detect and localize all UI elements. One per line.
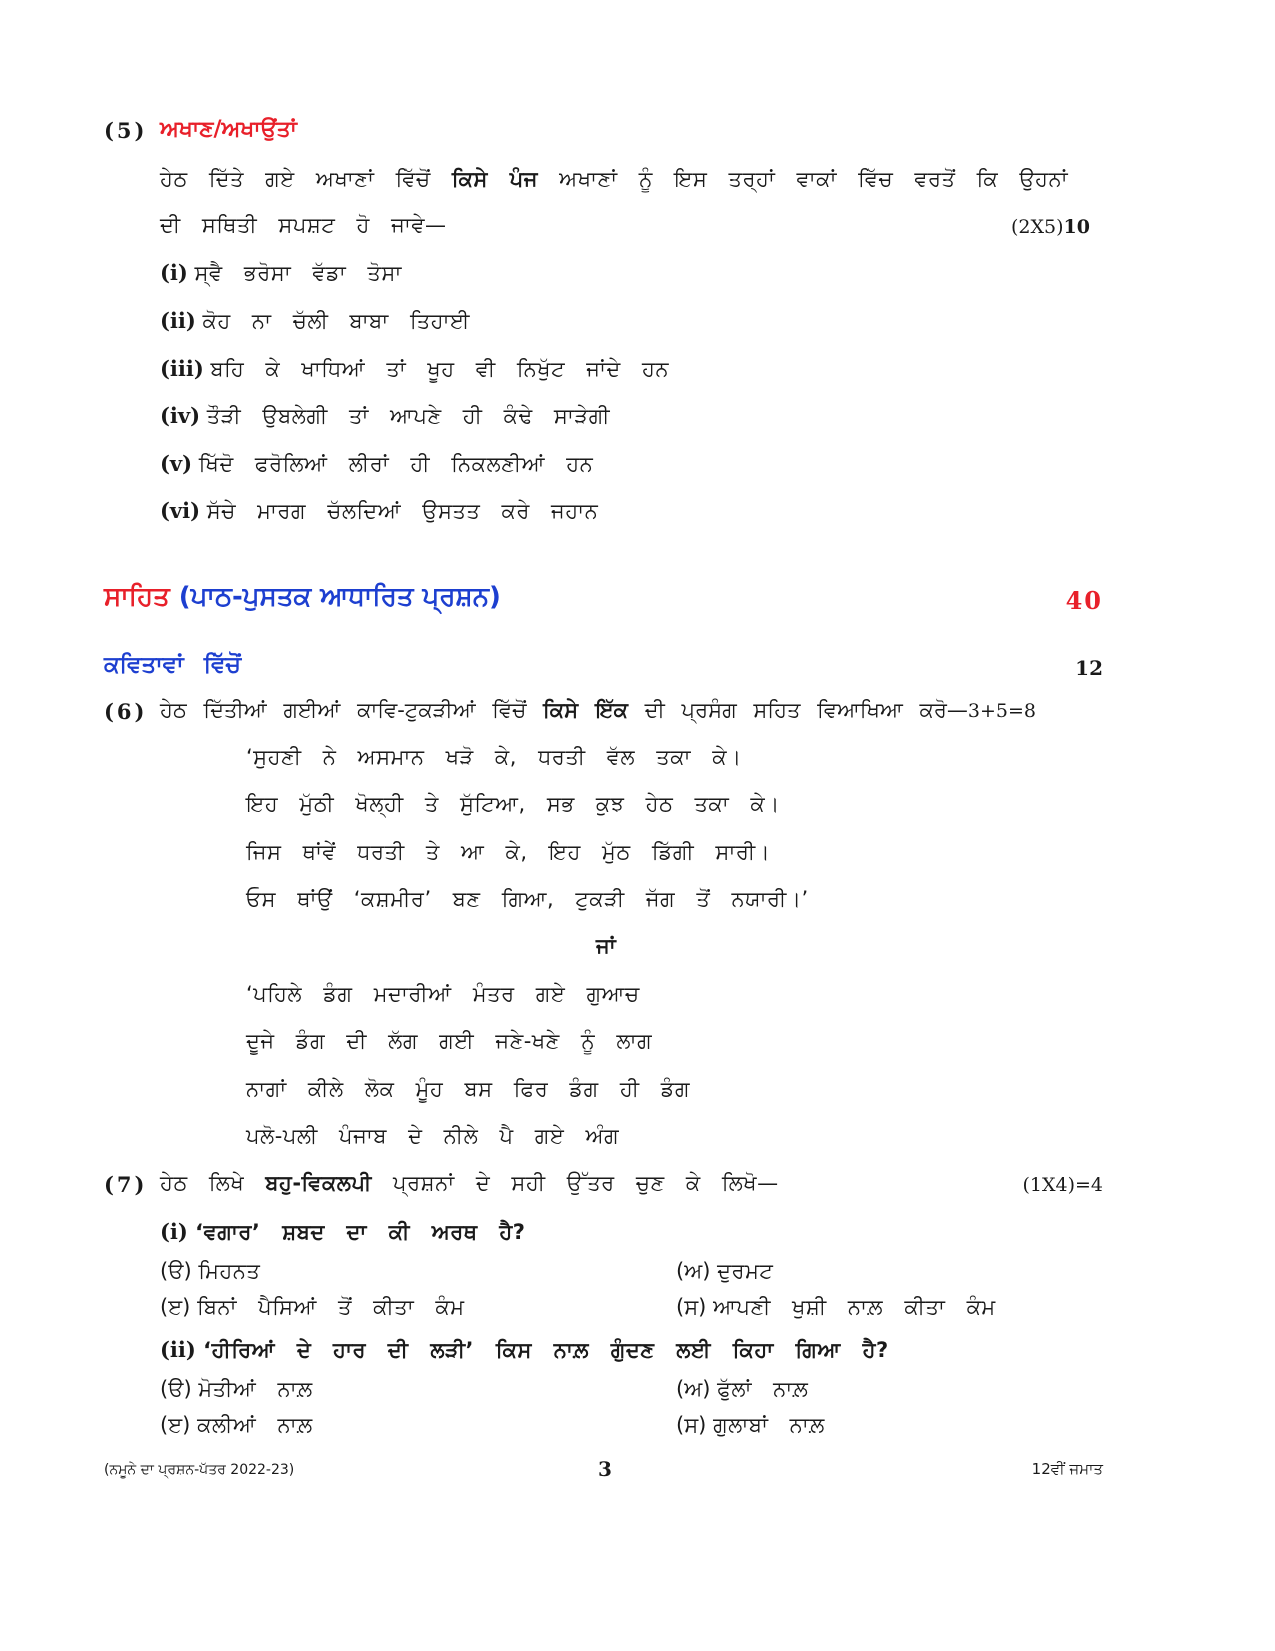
q5-item: [160, 356, 669, 382]
option-text: ਕਲੀਆਂ ਨਾਲ਼: [197, 1413, 313, 1437]
sub-section-marks: 12: [1075, 656, 1103, 680]
mcq-option: [160, 1259, 260, 1284]
section-title-blue: (ਪਾਠ-ਪੁਸਤਕ ਆਧਾਰਿਤ ਪ੍ਰਸ਼ਨ): [169, 582, 501, 612]
q5-title: ਅਖਾਣ/ਅਖਾਉਂਤਾਂ: [160, 117, 297, 142]
poem2-line: ‘ਪਹਿਲੇ ਡੰਗ ਮਦਾਰੀਆਂ ਮੰਤਰ ਗਏ ਗੁਆਚ: [246, 982, 640, 1006]
option-key: (ਸ): [676, 1295, 707, 1319]
q7-number: (7): [104, 1172, 148, 1197]
q5-intro-text-a: ਹੇਠ ਦਿੱਤੇ ਗਏ ਅਖਾਣਾਂ ਵਿੱਚੋਂ: [160, 167, 452, 191]
q7-text-b: ਪ੍ਰਸ਼ਨਾਂ ਦੇ ਸਹੀ ਉੱਤਰ ਚੁਣ ਕੇ ਲਿਖੋ—: [371, 1171, 779, 1195]
q5-item-text: ਸੱਚੇ ਮਾਰਗ ਚੱਲਦਿਆਂ ਉਸਤਤ ਕਰੇ ਜਹਾਨ: [206, 499, 599, 523]
q5-marks-paren: (2X5): [1011, 216, 1064, 238]
mcq-option: [160, 1295, 465, 1320]
q6-text-a: ਹੇਠ ਦਿੱਤੀਆਂ ਗਈਆਂ ਕਾਵਿ-ਟੁਕੜੀਆਂ ਵਿੱਚੋਂ: [160, 698, 544, 722]
q5-item-num: (i): [160, 260, 188, 285]
mcq-option: [160, 1377, 313, 1402]
page-number: 3: [598, 1457, 612, 1481]
option-text: ਆਪਣੀ ਖੁਸ਼ੀ ਨਾਲ਼ ਕੀਤਾ ਕੰਮ: [713, 1295, 996, 1319]
q5-item-num: (iii): [160, 356, 204, 381]
q6-marks: 3+5=8: [967, 700, 1036, 722]
q5-item-text: ਬਹਿ ਕੇ ਖਾਧਿਆਂ ਤਾਂ ਖੂਹ ਵੀ ਨਿਖੁੱਟ ਜਾਂਦੇ ਹਨ: [210, 357, 670, 381]
mcq-num: (i): [160, 1219, 188, 1244]
q5-item: [160, 451, 593, 477]
q7-text: [160, 1171, 779, 1196]
option-key: (ੳ): [160, 1377, 192, 1401]
q5-item: [160, 308, 470, 334]
q5-item-num: (v): [160, 451, 193, 476]
q7-marks: (1X4)=4: [1022, 1174, 1103, 1196]
q5-marks-total: 10: [1063, 216, 1090, 238]
option-key: (ਅ): [676, 1259, 711, 1283]
option-text: ਗੁਲਾਬਾਂ ਨਾਲ਼: [713, 1413, 825, 1437]
option-text: ਮਿਹਨਤ: [198, 1259, 261, 1283]
q5-item-num: (vi): [160, 498, 201, 523]
section-title: [104, 582, 501, 613]
option-text: ਦੁਰਮਟ: [717, 1259, 774, 1283]
mcq-option: [676, 1259, 773, 1284]
q5-item-text: ਤੌੜੀ ਉਬਲੇਗੀ ਤਾਂ ਆਪਣੇ ਹੀ ਕੰਢੇ ਸਾੜੇਗੀ: [206, 404, 611, 428]
q5-item-text: ਖਿੱਦੋ ਫਰੋਲਿਆਂ ਲੀਰਾਂ ਹੀ ਨਿਕਲਣੀਆਂ ਹਨ: [198, 452, 594, 476]
q6-or: ਜਾਂ: [596, 934, 616, 958]
mcq-num: (ii): [160, 1337, 196, 1362]
option-text: ਬਿਨਾਂ ਪੈਸਿਆਂ ਤੋਂ ਕੀਤਾ ਕੰਮ: [197, 1295, 465, 1319]
q5-item: [160, 403, 610, 429]
q6-text-bold: ਕਿਸੇ ਇੱਕ: [543, 698, 628, 722]
q6-text-b: ਦੀ ਪ੍ਰਸੰਗ ਸਹਿਤ ਵਿਆਖਿਆ ਕਰੋ—: [627, 698, 968, 722]
footer-left: (ਨਮੂਨੇ ਦਾ ਪ੍ਰਸ਼ਨ-ਪੱਤਰ 2022-23): [104, 1462, 295, 1478]
mcq-option: [676, 1377, 808, 1402]
q7-text-a: ਹੇਠ ਲਿਖੇ: [160, 1171, 266, 1195]
mcq-question: [160, 1337, 889, 1363]
q5-item-num: (iv): [160, 403, 201, 428]
q5-item-text: ਸ੍ਵੈ ਭਰੋਸਾ ਵੱਡਾ ਤੋਸਾ: [194, 261, 402, 285]
mcq-text: ‘ਵਗਾਰ’ ਸ਼ਬਦ ਦਾ ਕੀ ਅਰਥ ਹੈ?: [195, 1220, 526, 1244]
section-marks: 40: [1065, 586, 1103, 615]
q5-marks: [1011, 216, 1090, 238]
mcq-option: [676, 1413, 825, 1438]
q5-item: [160, 260, 402, 286]
q5-intro-bold: ਕਿਸੇ ਪੰਜ: [451, 167, 538, 191]
q5-item-text: ਕੋਹ ਨਾ ਚੱਲੀ ਬਾਬਾ ਤਿਹਾਈ: [202, 309, 471, 333]
footer-right: 12ਵੀਂ ਜਮਾਤ: [1031, 1460, 1103, 1478]
mcq-text: ‘ਹੀਰਿਆਂ ਦੇ ਹਾਰ ਦੀ ਲੜੀ’ ਕਿਸ ਨਾਲ਼ ਗੁੰਦਣ ਲਈ ਕਿਹਾ ਗਿਆ ਹੈ?: [203, 1338, 889, 1362]
q5-number: (5): [104, 118, 148, 143]
poem1-line: ਓਸ ਥਾਂਉਂ ‘ਕਸ਼ਮੀਰ’ ਬਣ ਗਿਆ, ਟੁਕੜੀ ਜੱਗ ਤੋਂ ਨਯਾਰੀ।’: [246, 887, 809, 911]
section-title-red: ਸਾਹਿਤ: [104, 582, 170, 612]
q5-intro-line2: ਦੀ ਸਥਿਤੀ ਸਪਸ਼ਟ ਹੋ ਜਾਵੇ—: [160, 213, 447, 237]
poem1-line: ‘ਸੁਹਣੀ ਨੇ ਅਸਮਾਨ ਖੜੋ ਕੇ, ਧਰਤੀ ਵੱਲ ਤਕਾ ਕੇ।: [246, 745, 742, 769]
poem1-line: ਜਿਸ ਥਾਂਵੇਂ ਧਰਤੀ ਤੇ ਆ ਕੇ, ਇਹ ਮੁੱਠ ਡਿੱਗੀ ਸਾਰੀ।: [246, 840, 771, 864]
mcq-option: [160, 1413, 313, 1438]
q6-text: [160, 698, 1036, 723]
q7-text-bold: ਬਹੁ-ਵਿਕਲਪੀ: [265, 1171, 372, 1195]
option-key: (ਸ): [676, 1413, 707, 1437]
q6-number: (6): [104, 699, 148, 724]
q5-item: [160, 498, 598, 524]
poem2-line: ਪਲੋ-ਪਲੀ ਪੰਜਾਬ ਦੇ ਨੀਲੇ ਪੈ ਗਏ ਅੰਗ: [246, 1124, 620, 1148]
option-key: (ੳ): [160, 1259, 192, 1283]
option-key: (ੲ): [160, 1295, 191, 1319]
poem2-line: ਦੂਜੇ ਡੰਗ ਦੀ ਲੱਗ ਗਈ ਜਣੇ-ਖਣੇ ਨੂੰ ਲਾਗ: [246, 1029, 653, 1053]
q5-item-num: (ii): [160, 308, 196, 333]
option-text: ਫੁੱਲਾਂ ਨਾਲ਼: [717, 1377, 809, 1401]
poem1-line: ਇਹ ਮੁੱਠੀ ਖੋਲ੍ਹੀ ਤੇ ਸੁੱਟਿਆ, ਸਭ ਕੁਝ ਹੇਠ ਤਕਾ ਕੇ।: [246, 792, 780, 816]
mcq-option: [676, 1295, 996, 1320]
poem2-line: ਨਾਗਾਂ ਕੀਲੇ ਲੋਕ ਮੂੰਹ ਬਸ ਫਿਰ ਡੰਗ ਹੀ ਡੰਗ: [246, 1077, 690, 1101]
q5-intro: [160, 167, 1068, 192]
q5-intro-text-b: ਅਖਾਣਾਂ ਨੂੰ ਇਸ ਤਰ੍ਹਾਂ ਵਾਕਾਂ ਵਿੱਚ ਵਰਤੋਂ ਕਿ ਉਹਨਾਂ: [537, 167, 1069, 191]
mcq-question: [160, 1219, 525, 1245]
option-text: ਮੋਤੀਆਂ ਨਾਲ਼: [198, 1377, 313, 1401]
option-key: (ਅ): [676, 1377, 711, 1401]
option-key: (ੲ): [160, 1413, 191, 1437]
sub-section-title: ਕਵਿਤਾਵਾਂ ਵਿੱਚੋਂ: [104, 652, 242, 678]
